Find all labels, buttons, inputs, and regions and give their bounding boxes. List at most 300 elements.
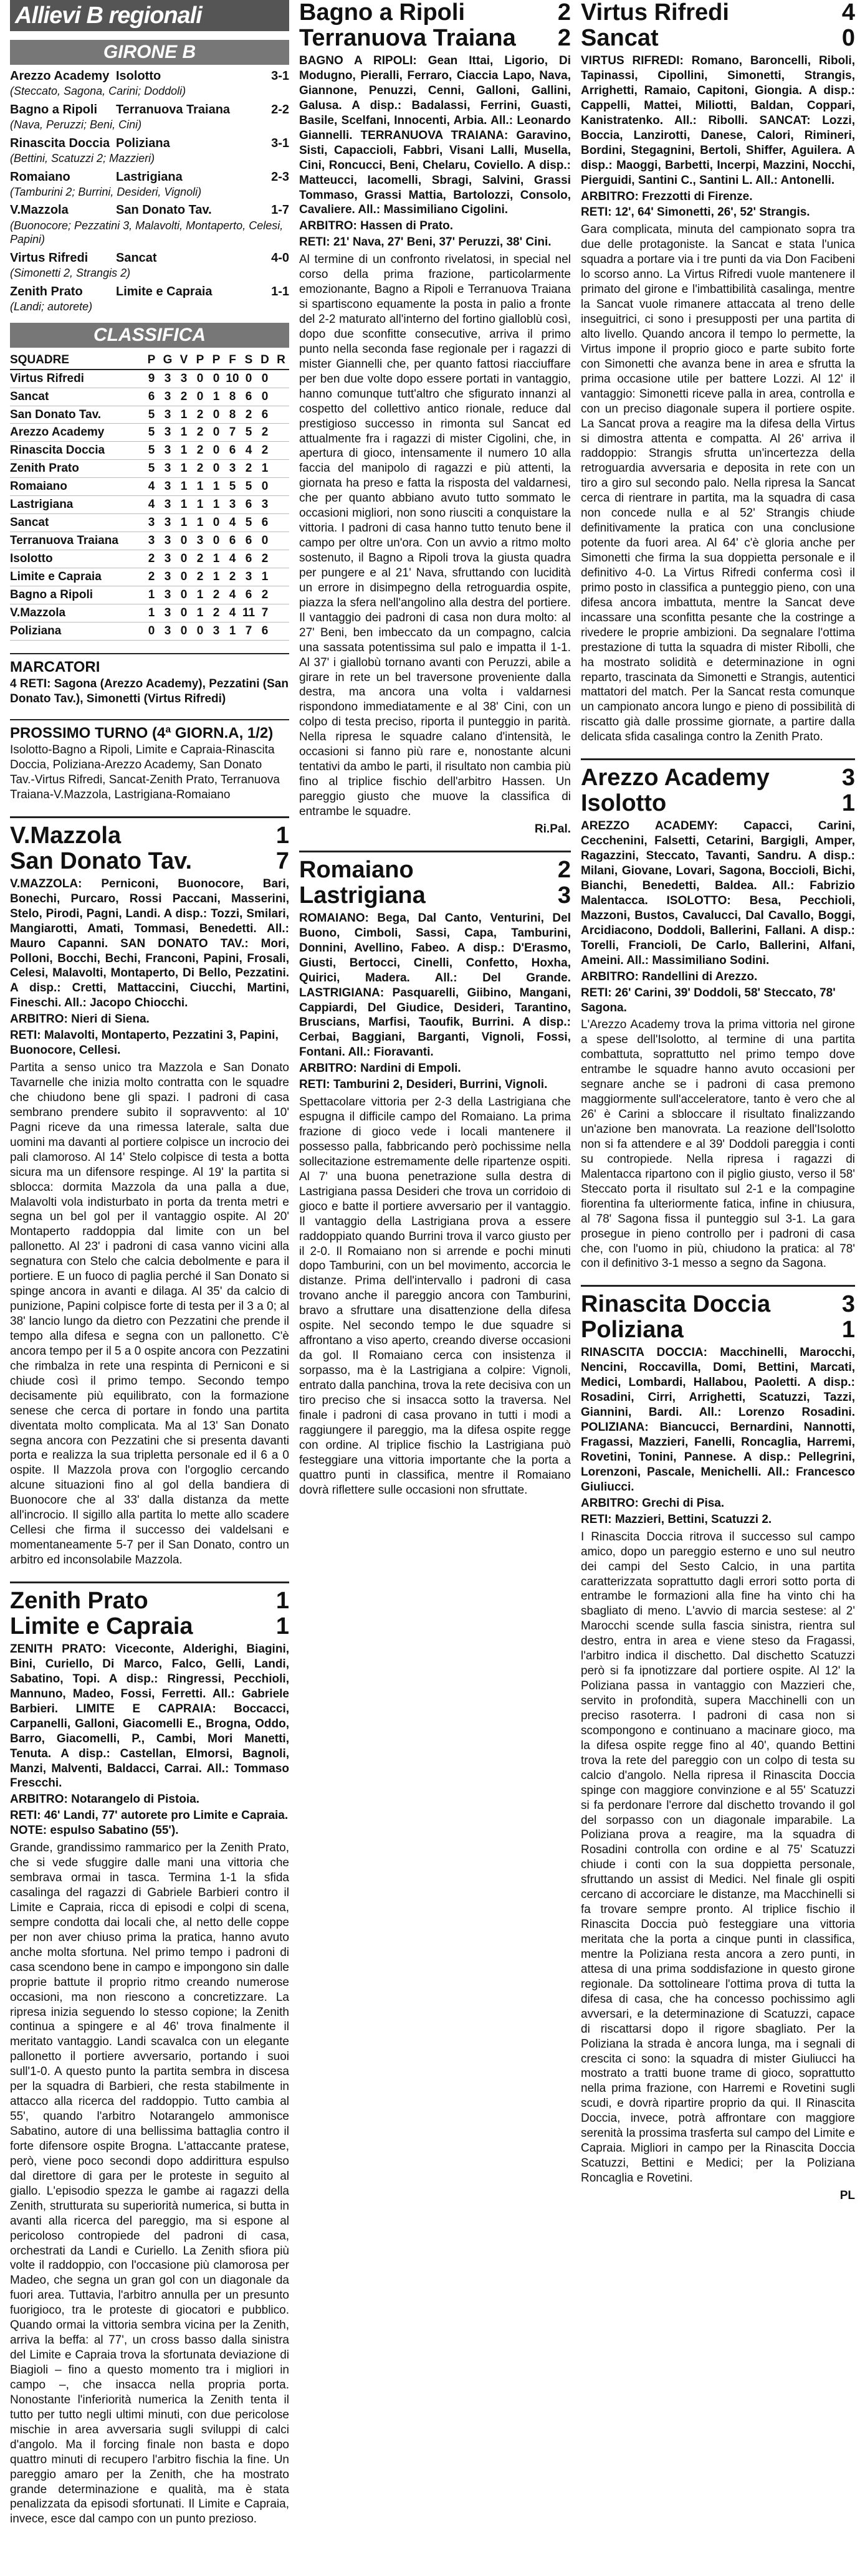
standings-table	[10, 351, 289, 641]
standings-cell: 3	[176, 370, 192, 388]
standings-cell: Lastrigiana	[10, 496, 143, 514]
standings-cell: 1	[208, 568, 224, 586]
result-away: Poliziana	[116, 136, 170, 150]
result-score: 4-0	[271, 250, 289, 265]
standings-cell: 3	[160, 424, 176, 442]
standings-cell: 0	[208, 460, 224, 478]
result-scorers: (Steccato, Sagona, Carini; Doddoli)	[10, 85, 186, 98]
match-away-team: Isolotto	[581, 790, 667, 817]
standings-cell: 7	[224, 424, 241, 442]
standings-cell: 3	[160, 370, 176, 388]
standings-cell: 3	[224, 496, 241, 514]
result-score: 1-1	[271, 284, 289, 298]
match-article	[10, 1581, 289, 2527]
match-home-score: 1	[275, 822, 289, 849]
match-goals: RETI: Malavolti, Montaperto, Pezzatini 3, Papini, Buonocore, Cellesi.	[10, 1029, 279, 1057]
match-away-line	[10, 849, 289, 874]
standings-cell: 0	[257, 532, 273, 550]
standings-cell: 6	[257, 622, 273, 640]
match-home-team: Zenith Prato	[10, 1587, 148, 1614]
standings-cell: Bagno a Ripoli	[10, 586, 143, 604]
standings-cell: 0	[208, 370, 224, 388]
result-scorers: (Nava, Peruzzi; Beni, Cini)	[10, 118, 142, 131]
standings-cell: 6	[241, 388, 257, 406]
result-row	[10, 69, 289, 84]
standings-cell: 3	[160, 550, 176, 568]
standings-row	[10, 550, 289, 568]
match-away-score: 1	[841, 1317, 855, 1343]
standings-cell: Poliziana	[10, 622, 143, 640]
standings-cell: 0	[208, 424, 224, 442]
standings-cell: 4	[241, 442, 257, 460]
match-article	[581, 0, 855, 745]
match-home-team: Bagno a Ripoli	[299, 0, 465, 26]
standings-row	[10, 406, 289, 424]
result-score: 3-1	[271, 136, 289, 150]
standings-cell: 3	[160, 442, 176, 460]
standings-cell: 4	[224, 604, 241, 622]
match-goals: RETI: 46' Landi, 77' autorete pro Limite e Capraia. NOTE: espulso Sabatino (55').	[10, 1809, 289, 1838]
standings-cell: Sancat	[10, 388, 143, 406]
match-home-score: 3	[841, 1291, 855, 1318]
result-scorers: (Bettini, Scatuzzi 2; Mazzieri)	[10, 151, 155, 165]
result-row	[10, 203, 289, 218]
standings-cell: 3	[160, 532, 176, 550]
standings-cell: 2	[192, 550, 208, 568]
result-row	[10, 250, 289, 266]
standings-cell: 2	[224, 568, 241, 586]
standings-header-cell: G	[160, 351, 176, 370]
standings-cell: 3	[224, 460, 241, 478]
standings-cell: 5	[241, 478, 257, 496]
standings-cell: 0	[257, 388, 273, 406]
standings-cell: 3	[143, 532, 160, 550]
standings-cell: 0	[208, 514, 224, 532]
standings-row	[10, 568, 289, 586]
match-home-score: 1	[275, 1587, 289, 1614]
standings-cell: 6	[257, 406, 273, 424]
result-away: Terranuova Traiana	[116, 102, 231, 117]
match-away-score: 2	[557, 25, 571, 52]
match-goals: RETI: 12', 64' Simonetti, 26', 52' Strangis.	[581, 206, 810, 219]
standings-cell: 1	[192, 496, 208, 514]
standings-cell: Limite e Capraia	[10, 568, 143, 586]
standings-cell: V.Mazzola	[10, 604, 143, 622]
standings-cell: 1	[176, 514, 192, 532]
standings-cell: 0	[176, 568, 192, 586]
result-scorers: (Buonocore; Pezzatini 3, Malavolti, Montaperto, Celesi, Papini)	[10, 219, 284, 246]
standings-cell: Arezzo Academy	[10, 424, 143, 442]
standings-cell: 5	[143, 424, 160, 442]
standings-cell: 1	[208, 496, 224, 514]
result-score: 3-1	[271, 69, 289, 83]
result-home: Romaiano	[10, 169, 70, 184]
standings-cell	[273, 568, 289, 586]
match-home-team: Virtus Rifredi	[581, 0, 729, 26]
result-away: Lastrigiana	[116, 169, 183, 184]
match-referee: ARBITRO: Grechi di Pisa.	[581, 1496, 725, 1510]
standings-cell: 1	[176, 478, 192, 496]
match-goals: RETI: 26' Carini, 39' Doddoli, 58' Steccato, 78' Sagona.	[581, 986, 836, 1014]
standings-header-cell: SQUADRE	[10, 351, 143, 370]
match-away-score: 1	[275, 1613, 289, 1639]
match-article	[581, 758, 855, 1271]
standings-row	[10, 622, 289, 640]
standings-cell: 0	[176, 622, 192, 640]
result-row	[10, 169, 289, 185]
result-home: Zenith Prato	[10, 284, 83, 298]
match-away-score: 0	[841, 25, 855, 52]
standings-row	[10, 388, 289, 406]
match-away-team: Limite e Capraia	[10, 1613, 193, 1639]
standings-cell: 2	[257, 550, 273, 568]
standings-cell: 3	[160, 460, 176, 478]
match-away-team: Sancat	[581, 25, 659, 52]
standings-cell	[273, 424, 289, 442]
standings-cell: 1	[176, 460, 192, 478]
standings-cell: 1	[176, 496, 192, 514]
match-home-line	[10, 823, 289, 849]
result-away: Limite e Capraia	[116, 284, 213, 298]
match-away-score: 1	[841, 790, 855, 817]
standings-cell: 10	[224, 370, 241, 388]
standings-cell: 1	[143, 586, 160, 604]
results-list	[10, 69, 289, 314]
match-away-score: 7	[275, 847, 289, 874]
standings-cell: 8	[224, 388, 241, 406]
match-report: Gara complicata, minuta del campionato sopra tra due delle protagoniste. la Sancat e stata l'unica squadra a portare via i tre punti da via Don Facibeni lo scorso anno. La Virtus Rifredi vuole mantenere il primato del girone e l'imbattibilità casalinga, mentre la Sancat vuole rimanere attaccata al treno delle inseguitrici, ci sono i presupposti per una partita di alto livello. Quando ancora il tempo lo permette, la Virtus impone il proprio gioco e parte subito forte con Simonetti che avanza bene in area e sfrutta la prima occasione utile per battere Lozzi. Al 12' il vantaggio: Simonetti riceve palla in area, controlla e con un preciso diagonale supera il portiere ospite. La Sancat prova a reagire ma la difesa della Virtus si dimostra attenta e compatta. Al 26' arriva il raddoppio: Strangis sfrutta un'incertezza della retroguardia avversaria e deposita in rete con un tiro a giro sul secondo palo. Nella ripresa la Sancat cerca di rientrare in partita, ma la squadra di casa non concede nulla e al 52' Strangis chiude definitivamente la pratica con una conclusione potente da fuori area. Al 64' c'è gloria anche per Simonetti che firma la sua doppietta personale e il definitivo 4-0. La Virtus Rifredi conferma così il primo posto in classifica a punteggio pieno, con una difesa ancora imbattuta, mentre la Sancat deve incassare una sconfitta pesante che la costringe a rivedere le proprie ambizioni. Da segnalare l'ottima prestazione di tutta la squadra di mister Ribolli, che ha mostrato solidità e determinazione in ogni reparto, trascinata da Simonetti e Strangis, autentici mattatori del match. Per la Sancat resta comunque un campionato ancora lungo e pieno di possibilità di riscatto già dalle prossime giornate, a partire dalla delicata sfida casalinga contro la Zenith Prato.	[581, 223, 855, 744]
standings-cell: 4	[143, 478, 160, 496]
match-home-line	[299, 0, 571, 26]
match-signature: Ri.Pal.	[534, 822, 571, 836]
standings-cell: 6	[241, 496, 257, 514]
standings-cell: 0	[192, 370, 208, 388]
standings-cell: Terranuova Traiana	[10, 532, 143, 550]
result-score: 1-7	[271, 203, 289, 217]
match-referee: ARBITRO: Nieri di Siena.	[10, 1013, 150, 1026]
standings-cell: 3	[257, 496, 273, 514]
match-away-team: San Donato Tav.	[10, 847, 193, 874]
standings-cell: 3	[192, 532, 208, 550]
match-lineups: VIRTUS RIFREDI: Romano, Baroncelli, Riboli, Tapinassi, Cipollini, Simonetti, Strangis, Arrighetti, Ramaio, Capitoni, Giongia. A disp.: Cappelli, Mattei, Miliotti, Baldan, Coppari, Kanistratenko. All.: Ribolli. SANCAT: Lozzi, Boccia, Lanzirotti, Danese, Calori, Rimineri, Bordini, Stegagnini, Bertoli, Shiffer, Aguilera. A disp.: Maoggi, Barbetti, Incerpi, Mazzini, Nocchi, Pierguidi, Santini C., Santini L. All.: Antonelli.	[581, 54, 855, 187]
standings-cell: 6	[241, 550, 257, 568]
match-lineups: AREZZO ACADEMY: Capacci, Carini, Cecchenini, Falsetti, Cetarini, Bargigli, Amper, Ragazzini, Steccato, Tavanti, Sandru. A disp.: Milani, Giovane, Lovari, Sagona, Boccioli, Bichi, Bianchi, Benedetti, Baldea. All.: Fabrizio Malentacca. ISOLOTTO: Besa, Pecchioli, Mazzoni, Bustos, Cavalucci, Dal Cavallo, Boggi, Arcidiacono, Doddoli, Ballerini, Fallani. A disp.: Torelli, Francioli, De Carlo, Ballerini, Alfani, Ameini. All.: Massimiliano Sodini.	[581, 819, 855, 967]
result-away: San Donato Tav.	[116, 203, 212, 217]
standings-row	[10, 460, 289, 478]
standings-header-cell: P	[192, 351, 208, 370]
standings-cell	[273, 514, 289, 532]
standings-cell: 6	[241, 532, 257, 550]
standings-cell: 0	[176, 586, 192, 604]
standings-cell: 1	[192, 604, 208, 622]
standings-title: CLASSIFICA	[10, 323, 289, 348]
standings-header-cell: F	[224, 351, 241, 370]
standings-cell: 0	[257, 478, 273, 496]
result-away: Sancat	[116, 250, 157, 265]
standings-header-cell: P	[143, 351, 160, 370]
match-lineups: V.MAZZOLA: Perniconi, Buonocore, Bari, Bonechi, Purcaro, Rossi Paccani, Masserini, Stelo, Pirodi, Pagni, Landi. A disp.: Tozzi, Smilari, Mangiarotti, Amati, Tommasi, Benedetti. All.: Mauro Capanni. SAN DONATO TAV.: Mori, Polloni, Bocchi, Bechi, Franconi, Papini, Frosali, Celesi, Malavolti, Montaperto, Di Bello, Pezzatini. A disp.: Cretti, Mattaccini, Ciucchi, Martini, Fineschi. All.: Jacopo Chiocchi.	[10, 877, 289, 1010]
prossimo-turno-title: PROSSIMO TURNO (4ª GIORN.A, 1/2)	[10, 719, 289, 743]
match-lineups: BAGNO A RIPOLI: Gean Ittai, Ligorio, Di Modugno, Pieralli, Ferraro, Ciaccia Lapo, Nava, Giannone, Penuzzi, Cenni, Galloni, Gallini, Galusa. A disp.: Badalassi, Ferrini, Guasti, Basile, Scelfani, Innocenti, Arbia. All.: Leonardo Giannelli. TERRANUOVA TRAIANA: Garavino, Sisti, Capaccioli, Fabbri, Visani Lalli, Musella, Cini, Roncucci, Beni, Chelaru, Coviello. A disp.: Matteucci, Iacomelli, Sbragi, Salvini, Grassi Tommaso, Grassi Mattia, Bartolozzi, Consolo, Cavaliere. All.: Massimiliano Cigolini.	[299, 54, 571, 217]
result-score: 2-3	[271, 169, 289, 184]
section-title: Allievi B regionali	[10, 0, 289, 31]
standings-cell: 2	[192, 460, 208, 478]
result-row	[10, 284, 289, 300]
group-title: GIRONE B	[10, 40, 289, 65]
standings-cell: 2	[257, 424, 273, 442]
match-lineups: ROMAIANO: Bega, Dal Canto, Venturini, Del Buono, Cimboli, Sassi, Capa, Tamburini, Donnini, Avellino, Fabeo. A disp.: D'Erasmo, Giusti, Bertocci, Cinelli, Confetto, Hoxha, Quirici, Madera. All.: Del Grande. LASTRIGIANA: Pasquarelli, Giibino, Mangani, Cappiardi, Del Giudice, Desideri, Tarantino, Bruscians, Marfisi, Taoufik, Burrini. A disp.: Cerbai, Baggiani, Barganti, Vignoli, Fossi, Fontani. All.: Fioravanti.	[299, 911, 571, 1059]
match-referee: ARBITRO: Hassen di Prato.	[299, 219, 454, 233]
match-article	[10, 816, 289, 1568]
standings-cell: 3	[160, 388, 176, 406]
standings-cell: 2	[241, 460, 257, 478]
standings-cell: Zenith Prato	[10, 460, 143, 478]
match-home-line	[581, 0, 855, 26]
match-away-line	[299, 26, 571, 51]
standings-cell: 3	[160, 496, 176, 514]
standings-cell: San Donato Tav.	[10, 406, 143, 424]
standings-cell	[273, 406, 289, 424]
standings-cell: 2	[192, 424, 208, 442]
match-home-team: Arezzo Academy	[581, 765, 770, 791]
standings-cell: 1	[176, 442, 192, 460]
standings-cell: 3	[241, 568, 257, 586]
standings-cell: 1	[176, 424, 192, 442]
standings-row	[10, 370, 289, 388]
standings-cell: 4	[224, 550, 241, 568]
standings-cell: 1	[208, 550, 224, 568]
standings-header-cell: V	[176, 351, 192, 370]
standings-cell	[273, 622, 289, 640]
standings-cell: 7	[257, 604, 273, 622]
standings-cell: 0	[192, 388, 208, 406]
match-away-line	[581, 1317, 855, 1343]
match-lineups: ZENITH PRATO: Viceconte, Alderighi, Biagini, Bini, Curiello, Di Marco, Falco, Gelli, Landi, Sabatino, Topi. A disp.: Ringressi, Pecchioli, Mannuno, Madeo, Fossi, Ferretti. All.: Gabriele Barbieri. LIMITE E CAPRAIA: Boccacci, Carpanelli, Galloni, Giacomelli E., Brogna, Oddo, Barro, Giacomelli, P., Cambi, Mori Manetti, Tenuta. A disp.: Castellan, Elmorsi, Bagnoli, Manzi, Malventi, Baldacci, Carrai. All.: Tommaso Frescchi.	[10, 1643, 289, 1790]
standings-cell: 3	[160, 586, 176, 604]
result-away: Isolotto	[116, 69, 161, 83]
marcatori-text: 4 RETI: Sagona (Arezzo Academy), Pezzatini (San Donato Tav.), Simonetti (Virtus Rifredi)	[10, 677, 289, 705]
standings-cell: 5	[224, 478, 241, 496]
result-home: V.Mazzola	[10, 203, 69, 217]
standings-cell: 1	[192, 586, 208, 604]
match-away-team: Lastrigiana	[299, 882, 426, 909]
standings-cell: 0	[208, 406, 224, 424]
match-home-score: 4	[841, 0, 855, 26]
standings-cell: 7	[241, 622, 257, 640]
result-home: Bagno a Ripoli	[10, 102, 97, 117]
match-away-team: Poliziana	[581, 1317, 684, 1343]
standings-row	[10, 604, 289, 622]
standings-cell: 1	[192, 514, 208, 532]
standings-cell: 6	[224, 442, 241, 460]
standings-cell	[273, 532, 289, 550]
column-left	[10, 0, 289, 2527]
standings-cell: 8	[224, 406, 241, 424]
standings-cell: 1	[224, 622, 241, 640]
standings-cell: 3	[208, 622, 224, 640]
standings-cell: 3	[160, 568, 176, 586]
standings-cell	[273, 586, 289, 604]
standings-cell: 3	[160, 604, 176, 622]
standings-cell: 1	[208, 388, 224, 406]
standings-cell	[273, 550, 289, 568]
standings-cell: Virtus Rifredi	[10, 370, 143, 388]
result-score: 2-2	[271, 102, 289, 117]
standings-row	[10, 496, 289, 514]
standings-row	[10, 442, 289, 460]
column-middle	[299, 0, 571, 1497]
standings-cell: 5	[143, 460, 160, 478]
match-away-line	[581, 26, 855, 51]
standings-cell: 4	[224, 514, 241, 532]
standings-cell: 2	[208, 604, 224, 622]
match-home-line	[581, 765, 855, 791]
standings-cell: 6	[257, 514, 273, 532]
standings-cell: 2	[192, 442, 208, 460]
match-home-team: V.Mazzola	[10, 822, 122, 849]
match-goals: RETI: Mazzieri, Bettini, Scatuzzi 2.	[581, 1512, 772, 1526]
standings-header-cell: P	[208, 351, 224, 370]
standings-cell: 0	[208, 442, 224, 460]
standings-header-row	[10, 351, 289, 370]
standings-cell: 3	[160, 406, 176, 424]
standings-cell: 2	[257, 442, 273, 460]
match-home-line	[10, 1588, 289, 1614]
standings-cell: Romaiano	[10, 478, 143, 496]
standings-cell	[273, 388, 289, 406]
standings-row	[10, 478, 289, 496]
standings-cell	[273, 478, 289, 496]
standings-cell: 1	[208, 478, 224, 496]
standings-cell: Sancat	[10, 514, 143, 532]
standings-cell: 4	[143, 496, 160, 514]
standings-cell: 0	[176, 532, 192, 550]
standings-cell: 0	[257, 370, 273, 388]
standings-cell: 3	[143, 514, 160, 532]
standings-cell: 1	[257, 568, 273, 586]
result-row	[10, 102, 289, 118]
standings-row	[10, 514, 289, 532]
standings-cell: 1	[143, 604, 160, 622]
match-report: Partita a senso unico tra Mazzola e San Donato Tavarnelle che inizia molto contratta con le squadre che chiudono bene gli spazi. I padroni di casa sembrano prendere subito il sopravvento: al 10' Pagni riceve da una rimessa laterale, salta due uomini ma davanti al portiere colpisce un incrocio dei pali clamoroso. Al 14' Stelo colpisce di testa a botta sicura ma un difensore respinge. Al 19' la partita si sblocca: dormita Mazzola da una palla a due, Malavolti vola indisturbato in porta da trenta metri e segna un bel gol per il vantaggio ospite. Al 20' Montaperto raddoppia dal limite con un bel pallonetto. Al 23' i padroni di casa vanno vicini alla segnatura con Stelo che calcia debolmente e para il portiere. E un fuoco di paglia perché il San Donato si spinge ancora in avanti e dilaga. Al 35' da calcio di punizione, Papini colpisce forte di testa per il 3 a 0; al 38' lancio lungo da dietro con Pezzatini che prende il tempo alla difesa e segna con un pallonetto. C'è ancora tempo per il 5 a 0 ospite ancora con Pezzatini che rimbalza in rete una respinta di Perniconi e si chiude così il primo tempo. Secondo tempo decisamente più equilibrato, con la formazione senese che cerca di portare in fondo una partita diventata molto complicata. Ma al 13' San Donato segna ancora con Pezzatini che si presenta davanti porta e realizza la sua tripletta personale ed il 6 a 0 ospite. Il Mazzola prova con l'orgoglio cercando alcune situazioni fino al gol della bandiera di Buonocore che al 33' dalla distanza da mette all'incrocio. Il sigillo alla partita lo mette allo scadere Cellesi che firma il successo dei valdelsani e momentaneamente 5-7 per il San Donato, contro un arbitro ed inconsolabile Mazzola.	[10, 1061, 289, 1567]
match-home-team: Rinascita Doccia	[581, 1291, 771, 1318]
match-referee: ARBITRO: Notarangelo di Pistoia.	[10, 1793, 200, 1806]
standings-cell: 6	[143, 388, 160, 406]
match-report: Al termine di un confronto rivelatosi, in special nel corso della prima frazione, particolarmente emozionante, Bagno a Ripoli e Terranuova Traiana si spartiscono equamente la posta in palio a fronte del 2-2 maturato all'interno del fortino gialloblù così, dopo due sconfitte consecutive, arriva il primo punto nella seconda fase regionale per i ragazzi di mister Giannelli che, per quanto fattosi riacciuffare per ben due volte dopo essere portati in vantaggio, hanno comunque tutt'altro che sfigurato innanzi al cospetto del collettivo antico rionale, reduce dal prestigioso successo in rimonta sul Sancat ed attualmente fra i ragazzi di mister Cigolini, che, in apertura di gioco, intensamente il numero 10 alla faccia del manipolo di ragazzi e più attenti, la giornata ha preso e fatta la risposta del valdarnesi, che per quanto abbiano avuto tutto sommato le occasioni migliori, non sono riusciti a conquistare la vittoria. I padroni di casa hanno tutto tenuto bene il campo per oltre un'ora. Con un avvio a ritmo molto sostenuto, il Bagno a Ripoli trova la giusta quadra per pungere e al 21' Nava, sfruttando con lucidità un errore in disimpegno della retroguardia ospite, piazza la sfera nell'angolino alla destra del portiere. Il vantaggio dei padroni di casa non dura molto: al 27' Beni, ben imbeccato da un compagno, calcia una sassata potentissima sul palo e impatta il 1-1. Al 37' i giallobù tornano avanti con Peruzzi, abile a girare in rete un bel traversone proveniente dalla destra, ma ancora una volta i valdarnesi rispondono immediatamente e al 38' Cini, con un colpo di testa preciso, riporta il punteggio in parità. Nella ripresa le squadre calano d'intensità, le occasioni si fanno più rare e, nonostante alcuni tentativi da ambo le parti, il risultato non cambia più fino al triplice fischio dell'arbitro Hassen. Un pareggio giusto che muove la classifica di entrambe le squadre.	[299, 253, 571, 818]
match-report: I Rinascita Doccia ritrova il successo sul campo amico, dopo un pareggio esterno e uno sul neutro dei campi del Sesto Calcio, in una partita caratterizzata soprattutto dagli errori sotto porta di entrambe le formazioni alla fine ha vinto chi ha sbagliato di meno. L'avvio di marcia sestese: al 2' Marocchi scende sulla fascia sinistra, rientra sul destro, entra in area e viene steso da Fragassi, l'arbitro indica il dischetto. Dal dischetto Scatuzzi però si fa ipnotizzare dal portiere ospite. Al 12' la Poliziana passa in vantaggio con Mazzieri che, servito in profondità, supera Macchinelli con un preciso rasoterra. I padroni di casa non si scompongono e continuano a macinare gioco, ma la difesa ospite regge fino al 40', quando Bettini trova la rete del pareggio con un colpo di testa su calcio d'angolo. Nella ripresa il Rinascita Doccia spinge con maggiore convinzione e al 55' Scatuzzi si fa perdonare l'errore dal dischetto trovando il gol del sorpasso con un diagonale imparabile. La Poliziana prova a reagire, ma la squadra di Rosadini controlla con ordine e al 75' Scatuzzi chiude i conti con la sua doppietta personale, sfruttando un assist di Medici. Nel finale gli ospiti cercano di accorciare le distanze, ma Macchinelli si fa trovare sempre pronto. Al triplice fischio il Rinascita Doccia può festeggiare una vittoria meritata che la porta a cinque punti in classifica, mentre la Poliziana resta ancora a zero punti, in attesa di una prima soddisfazione in questo girone regionale. Da sottolineare l'ottima prova di tutta la difesa di casa, che ha concesso pochissimo agli avversari, e la determinazione di Scatuzzi, capace di riscattarsi dopo il rigore sbagliato. Per la Poliziana la strada è ancora lunga, ma i segnali di crescita ci sono: la squadra di mister Giuliucci ha mostrato a tratti buone trame di gioco, soprattutto nella prima frazione, con Harremi e Rovetini sugli scudi, e dovrà ripartire proprio da qui. Il Rinascita Doccia, invece, potrà affrontare con maggiore serenità la prossima trasferta sul campo del Limite e Capraia. Migliori in campo per la Rinascita Doccia Scatuzzi, Bettini e Medici; per la Poliziana Roncaglia e Rovetini.	[581, 1530, 855, 2185]
column-right	[581, 0, 855, 2203]
standings-row	[10, 424, 289, 442]
standings-cell: 2	[192, 568, 208, 586]
standings-cell: 0	[176, 604, 192, 622]
standings-row	[10, 586, 289, 604]
match-home-score: 3	[841, 765, 855, 791]
match-report: L'Arezzo Academy trova la prima vittoria nel girone a spese dell'Isolotto, al termine di una partita combattuta, soprattutto nel primo tempo dove entrambe le squadre hanno avuto occasioni per segnare anche se i padroni di casa premono maggiormente sull'acceleratore, tanto è vero che al 26' è Carini a sbloccare il risultato finalizzando un'azione ben manovrata. La reazione dell'Isolotto non si fa attendere e al 39' Doddoli pareggia i conti su contropiede. Nella ripresa i ragazzi di Malentacca ripartono con il piglio giusto, verso il 58' Steccato porta il risultato sul 2-1 e la compagine fiorentina fa ulteriormente fatica, infine in chiusura, al 78' Sagona fissa il punteggio sul 3-1. La gara prosegue in pieno controllo per i padroni di casa che, con l'uomo in più, chiudono la pratica: al 78' con il definitivo 3-1 messo a segno da Sagona.	[581, 1018, 855, 1271]
standings-cell: 5	[143, 442, 160, 460]
match-home-team: Romaiano	[299, 856, 414, 883]
standings-header-cell: D	[257, 351, 273, 370]
standings-cell: Isolotto	[10, 550, 143, 568]
match-away-line	[10, 1614, 289, 1639]
match-report: Grande, grandissimo rammarico per la Zenith Prato, che si vede sfuggire dalle mani una vittoria che sembrava ormai in tasca. Termina 1-1 la sfida casalinga del ragazzi di Gabriele Barbieri contro il Limite e Capraia, ricca di episodi e colpi di scena, sempre condotta dai locali che, al netto delle coppe per non aver chiuso prima la pratica, hanno avuto anche molta sfortuna. Nel primo tempo i padroni di casa scendono bene in campo e impongono sin dalle proprie battute il proprio ritmo creando numerose occasioni, ma non riescono a concretizzare. La ripresa inizia seguendo lo stesso copione; la Zenith continua a spingere e al 46' trova finalmente il meritato vantaggio. Landi scavalca con un elegante pallonetto il portiere avversario, portando i suoi sull'1-0. A questo punto la partita sembra in discesa per la squadra di Barbieri, che resta stabilmente in attacco alla ricerca del raddoppio. Tutto cambia al 55', quando l'arbitro Notarangelo ammonisce Sabatino, autore di una bellissima battaglia contro il forte difensore ospite Brogna. L'attaccante pratese, però, viene poco secondi dopo addirittura espulso dal direttore di gara per le proteste in seguito al giallo. L'episodio spezza le gambe ai ragazzi della Zenith, strutturata su superiorità numerica, si butta in avanti alla ricerca del pareggio, ma si espone al pericoloso contropiede del padroni di casa, orchestrati da Landi e Curiello. La Zenith sfiora più volte il raddoppio, con l'occasione più clamorosa per Madeo, che segna un gran gol con un diagonale da fuori area. Tuttavia, l'arbitro annulla per un presunto fuorigioco, tra le proteste di giocatori e pubblico. Quando ormai la vittoria sembra vicina per la Zenith, arriva la beffa: al 77', un cross basso dalla sinistra del Limite e Capraia trova la sfortunata deviazione di Biagioli – fino a questo momento tra i migliori in campo –, che insacca nella propria porta. Nonostante l'inferiorità numerica la Zenith tenta il tutto per tutto negli ultimi minuti, con due pericolose mischie in area avversaria sugli sviluppi di calci d'angolo. Ma il forcing finale non basta e dopo quattro minuti di recupero l'arbitro fischia la fine. Un pareggio amaro per la Zenith, che ha mostrato grande determinazione e qualità, ma è stata penalizzata da episodi sfortunati. Il Limite e Capraia, invece, esce dal campo con un punto prezioso.	[10, 1841, 289, 2526]
match-article	[299, 851, 571, 1498]
match-home-line	[581, 1292, 855, 1317]
result-scorers: (Landi; autorete)	[10, 300, 93, 313]
standings-cell	[273, 460, 289, 478]
match-home-score: 2	[557, 0, 571, 26]
marcatori-title: MARCATORI	[10, 653, 289, 677]
standings-cell: 0	[208, 532, 224, 550]
standings-row	[10, 532, 289, 550]
standings-cell: 6	[241, 586, 257, 604]
standings-cell: 1	[176, 406, 192, 424]
match-article	[581, 1285, 855, 2186]
standings-cell	[273, 496, 289, 514]
match-referee: ARBITRO: Frezzotti di Firenze.	[581, 189, 753, 203]
match-referee: ARBITRO: Randellini di Arezzo.	[581, 970, 758, 983]
standings-cell: 5	[241, 424, 257, 442]
standings-cell: 4	[224, 586, 241, 604]
standings-cell	[273, 442, 289, 460]
standings-cell: 3	[160, 514, 176, 532]
standings-cell	[273, 370, 289, 388]
prossimo-turno-text: Isolotto-Bagno a Ripoli, Limite e Capraia-Rinascita Doccia, Poliziana-Arezzo Academy, San Donato Tav.-Virtus Rifredi, Sancat-Zenith Prato, Terranuova Traiana-V.Mazzola, Lastrigiana-Romaiano	[10, 743, 280, 801]
match-away-team: Terranuova Traiana	[299, 25, 516, 52]
standings-cell: 2	[208, 586, 224, 604]
standings-cell: 2	[176, 388, 192, 406]
standings-cell: 2	[143, 568, 160, 586]
standings-cell: 6	[224, 532, 241, 550]
standings-cell: Rinascita Doccia	[10, 442, 143, 460]
result-scorers: (Tamburini 2; Burrini, Desideri, Vignoli)	[10, 185, 202, 198]
match-article	[299, 0, 571, 837]
standings-cell: 2	[143, 550, 160, 568]
match-goals: RETI: Tamburini 2, Desideri, Burrini, Vignoli.	[299, 1078, 548, 1092]
match-goals: RETI: 21' Nava, 27' Beni, 37' Peruzzi, 38' Cini.	[299, 236, 552, 249]
result-home: Rinascita Doccia	[10, 136, 110, 150]
standings-cell: 0	[192, 622, 208, 640]
standings-cell: 2	[241, 406, 257, 424]
standings-cell: 1	[257, 460, 273, 478]
result-row	[10, 136, 289, 151]
match-report: Spettacolare vittoria per 2-3 della Lastrigiana che espugna il difficile campo del Romaiano. La prima frazione di gioco vede i locali mantenere il possesso palla, fabbricando però pochissime nella sollecitazione estremamente delle ripartenze ospiti. Al 7' una buona penetrazione sulla destra di Lastrigiana passa Desideri che trova un corridoio di gioco e batte il portiere avversario per il vantaggio. Il vantaggio della Lastrigiana prova a essere raddoppiato quando Burrini trova il varco giusto per il 2-0. Il Romaiano non si arrende e pochi minuti dopo Tamburini, con un bel movimento, accorcia le distanze. Prima dell'intervallo i padroni di casa trovano anche il pareggio ancora con Tamburini, bravo a sfruttare una disattenzione della difesa ospite. Nel secondo tempo le due squadre si affrontano a viso aperto, creando diverse occasioni da gol. Il Romaiano cerca con insistenza il sorpasso, ma è la Lastrigiana a colpire: Vignoli, entrato dalla panchina, trova la rete decisiva con un tiro preciso che si insacca sotto la traversa. Nel finale i padroni di casa provano in tutti i modi a raggiungere il pareggio, ma la difesa ospite regge con ordine. Al triplice fischio la Lastrigiana può festeggiare una vittoria importante che la porta a quattro punti in classifica, mentre il Romaiano dovrà riflettere sulle occasioni non sfruttate.	[299, 1095, 571, 1497]
standings-header-cell: R	[273, 351, 289, 370]
standings-cell: 3	[160, 622, 176, 640]
standings-header-cell: S	[241, 351, 257, 370]
standings-cell: 5	[143, 406, 160, 424]
standings-cell: 9	[143, 370, 160, 388]
footer-mark: PL	[839, 2188, 855, 2202]
standings-cell: 0	[241, 370, 257, 388]
standings-cell: 2	[192, 406, 208, 424]
result-home: Virtus Rifredi	[10, 250, 88, 265]
result-home: Arezzo Academy	[10, 69, 110, 83]
standings-cell: 1	[192, 478, 208, 496]
standings-body	[10, 370, 289, 641]
standings-cell: 0	[143, 622, 160, 640]
standings-cell: 5	[241, 514, 257, 532]
match-away-line	[299, 883, 571, 909]
standings-cell: 11	[241, 604, 257, 622]
standings-cell: 2	[257, 586, 273, 604]
standings-cell: 0	[176, 550, 192, 568]
match-referee: ARBITRO: Nardini di Empoli.	[299, 1062, 461, 1076]
match-home-line	[299, 857, 571, 883]
match-away-score: 3	[557, 882, 571, 909]
standings-cell: 3	[160, 478, 176, 496]
match-home-score: 2	[557, 856, 571, 883]
match-lineups: RINASCITA DOCCIA: Macchinelli, Marocchi, Nencini, Roccavilla, Domi, Bettini, Marcati, Medici, Lombardi, Hallabou, Paoletti. A disp.: Rosadini, Cirri, Arrighetti, Scatuzzi, Tazzi, Giannini, Bardi. All.: Lorenzo Rosadini. POLIZIANA: Biancucci, Bernardini, Nannotti, Fragassi, Mazzieri, Fanelli, Roncaglia, Harremi, Rovetini, Tonini, Pannese. A disp.: Pellegrini, Lorenzoni, Pascale, Menichelli. All.: Francesco Giuliucci.	[581, 1346, 855, 1494]
